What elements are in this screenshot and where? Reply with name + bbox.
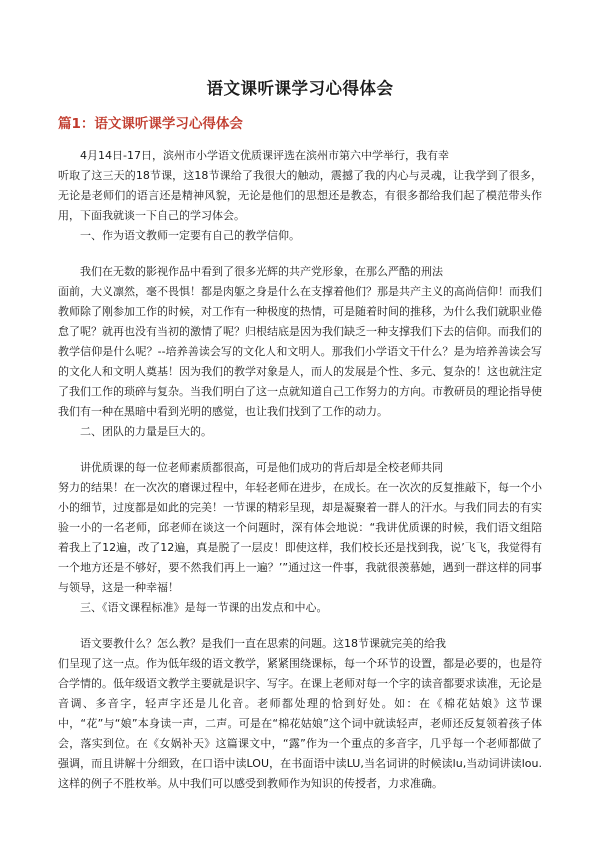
intro-rest: 听取了这三天的18节课，这18节课给了我很大的触动，震撼了我的内心与灵魂，让我学到了很多，无论是老师们的语言还是精神风貌，无论是他们的思想还是教态，有很多都给我们起了模范带头作用，下面我就谈一下自己的学习体会。 [58,169,542,222]
document-title: 语文课听课学习心得体会 [206,79,394,98]
point1-heading: 一、作为语文教师一定要有自己的教学信仰。 [80,229,300,242]
intro-first-line: 4月14日-17日，滨州市小学语文优质课评选在滨州市第六中学举行，我有幸 [80,149,449,162]
point1-paragraph [58,262,542,422]
intro-paragraph [58,146,542,226]
point2-first-line: 讲优质课的每一位老师素质都很高，可是他们成功的背后却是全校老师共同 [80,461,443,474]
point2-heading: 二、团队的力量是巨大的。 [80,425,212,438]
point2-paragraph [58,458,542,598]
point3-heading: 三、《语文课程标准》是每一节课的出发点和中心。 [80,601,328,614]
section-heading: 篇1：语文课听课学习心得体会 [58,116,243,132]
point3-first-line: 语文要教什么？怎么教？是我们一直在思索的问题。这18节课就完美的给我 [80,637,446,650]
point3-paragraph [58,634,542,794]
point1-rest: 面前，大义凛然，毫不畏惧！都是肉躯之身是什么在支撑着他们？那是共产主义的高尚信仰！而我们教师除了刚参加工作的时候，对工作有一种极度的热情，可是随着时间的推移，为什么我们就职业倦怠了呢？就再也没有当初的激情了呢？归根结底是因为我们缺乏一种支撑我们下去的信仰。而我们的教学信仰是什么呢？--培养善读会写的文化人和文明人。那我们小学语文干什么？是为培养善读会写的文化人和文明人奠基！因为我们的教学对象是人，而人的发展是个性、多元、复杂的！这也就注定了我们工作的琐碎与复杂。当我们明白了这一点就知道自己工作努力的方向。市教研员的理论指导使我们有一种在黑暗中看到光明的感觉，也让我们找到了工作的动力。 [58,285,542,418]
point1-first-line: 我们在无数的影视作品中看到了很多光辉的共产党形象，在那么严酷的刑法 [80,265,443,278]
document-body [58,146,542,794]
point3-rest: 们呈现了这一点。作为低年级的语文教学，紧紧围绕课标，每一个环节的设置，都是必要的，也是符合学情的。低年级语文教学主要就是识字、写字。在课上老师对每一个字的读音都要求读准，无论是音调、多音字，轻声字还是儿化音。老师都处理的恰到好处。如：在《棉花姑娘》这节课中，“花”与“娘”本身读一声，二声。可是在“棉花姑娘”这个词中就读轻声，老师还反复领着孩子体会，落实到位。在《女娲补天》这篇课文中，“露”作为一个重点的多音字，几乎每一个老师都做了强调，而且讲解十分细致，在口语中读LOU，在书面语中读LU,当名词讲的时候读lu,当动词讲读lou.这样的例子不胜枚举。从中我们可以感受到教师作为知识的传授者，力求准确。 [58,657,542,790]
point2-rest: 努力的结果！在一次次的磨课过程中，年轻老师在进步，在成长。在一次次的反复推敲下，每一个小小的细节，过度都是如此的完美！一节课的精彩呈现，却是凝聚着一群人的汗水。与我们同去的有实验一小的一名老师，邱老师在谈这一个问题时，深有体会地说：“我讲优质课的时候，我们语文组陪着我上了12遍，改了12遍，真是脱了一层皮！即使这样，我们校长还是找到我，说’飞飞，我觉得有一个地方还是不够好，要不然我们再上一遍？’”通过这一件事，我就很羡慕她，遇到一群这样的同事与领导，这是一种幸福！ [58,481,542,594]
